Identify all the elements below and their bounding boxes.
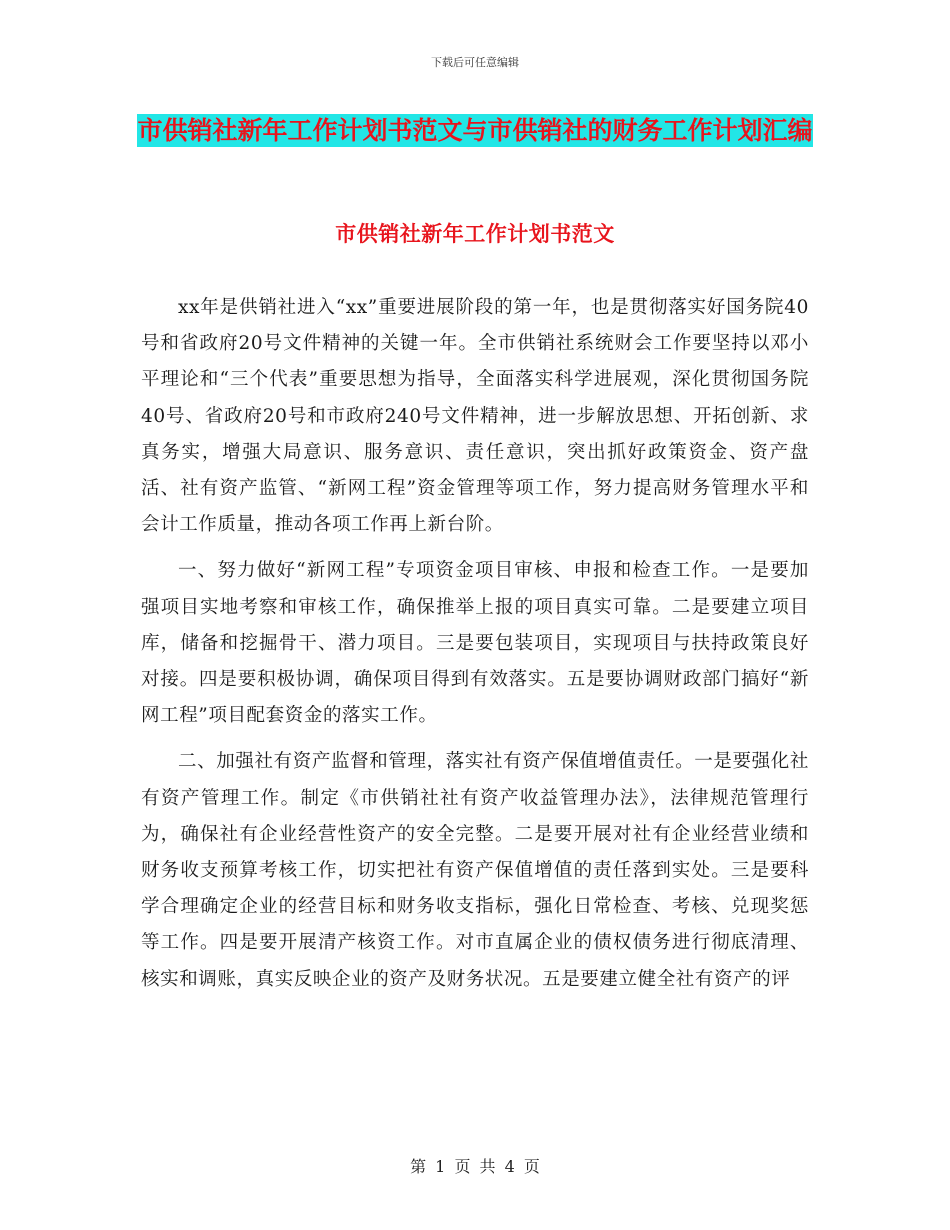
paragraph-item-2: 二、加强社有资产监督和管理，落实社有资产保值增值责任。一是要强化社有资产管理工作。制定《市供销社社有资产收益管理办法》，法律规范管理行为，确保社有企业经营性资产的安全完整。二是要开展对社有企业经营业绩和财务收支预算考核工作，切实把社有资产保值增值的责任落到实处。三是要科学合理确定企业的经营目标和财务收支指标，强化日常检查、考核、兑现奖惩等工作。四是要开展清产核资工作。对市直属企业的债权债务进行彻底清理、核实和调账，真实反映企业的资产及财务状况。五是要建立健全社有资产的评	[141, 751, 809, 990]
section-title: 市供销社新年工作计划书范文	[335, 222, 615, 246]
page-header-note: 下载后可任意编辑	[431, 56, 519, 69]
document-title	[120, 108, 830, 154]
document-title-text: 市供销社新年工作计划书范文与市供销社的财务工作计划汇编	[137, 116, 813, 145]
paragraph-item-1: 一、努力做好“新网工程”专项资金项目审核、申报和检查工作。一是要加强项目实地考察和审核工作，确保推举上报的项目真实可靠。二是要建立项目库，储备和挖掘骨干、潜力项目。三是要包装项目，实现项目与扶持政策良好对接。四是要积极协调，确保项目得到有效落实。五是要协调财政部门搞好“新网工程”项目配套资金的落实工作。	[141, 560, 809, 727]
page-number-footer: 第 1 页 共 4 页	[410, 1157, 540, 1176]
document-body	[141, 290, 809, 998]
paragraph-intro: xx年是供销社进入“xx”重要进展阶段的第一年，也是贯彻落实好国务院40号和省政府20号文件精神的关键一年。全市供销社系统财会工作要坚持以邓小平理论和“三个代表”重要思想为指导，全面落实科学进展观，深化贯彻国务院40号、省政府20号和市政府240号文件精神，进一步解放思想、开拓创新、求真务实，增强大局意识、服务意识、责任意识，突出抓好政策资金、资产盘活、社有资产监管、“新网工程”资金管理等项工作，努力提高财务管理水平和会计工作质量，推动各项工作再上新台阶。	[141, 297, 809, 536]
